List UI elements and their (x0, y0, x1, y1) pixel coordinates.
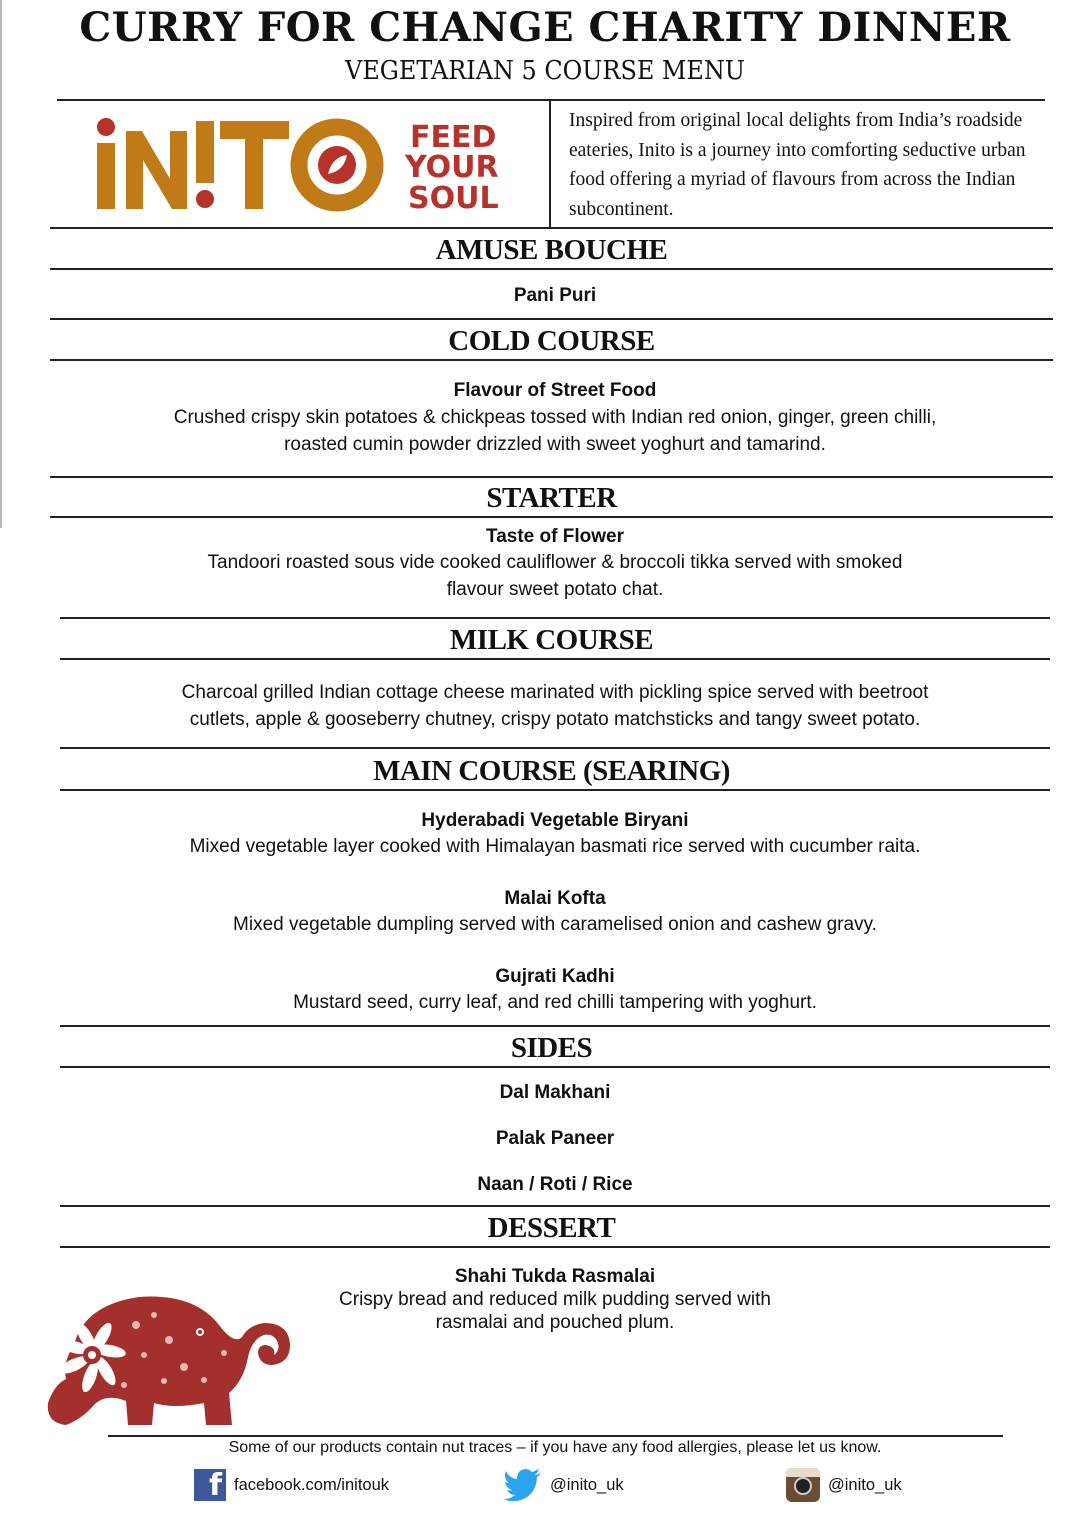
description-line: Tandoori roasted sous vide cooked cauliflower & broccoli tikka served with smoked (207, 552, 903, 573)
elephant-illustration (44, 1285, 294, 1435)
divider (50, 318, 1053, 320)
divider (60, 1205, 1050, 1207)
divider (60, 658, 1050, 660)
divider (60, 617, 1050, 619)
description-line: Crushed crispy skin potatoes & chickpeas tossed with Indian red onion, ginger, green chilli, (173, 407, 937, 428)
menu-item-description: Mixed vegetable dumpling served with caramelised onion and cashew gravy. (233, 914, 877, 935)
facebook-icon: f (194, 1469, 226, 1501)
tagline-line-3: SOUL (408, 181, 499, 216)
instagram-handle: @inito_uk (828, 1475, 902, 1494)
divider (108, 1435, 1003, 1437)
tagline-line-1: FEED (410, 120, 497, 155)
menu-item-name: Flavour of Street Food (453, 380, 657, 401)
facebook-handle: facebook.com/initouk (234, 1475, 390, 1494)
description-line: Charcoal grilled Indian cottage cheese marinated with pickling spice served with beetroot (181, 682, 929, 703)
instagram-icon (786, 1468, 820, 1502)
twitter-link[interactable] (504, 1468, 624, 1502)
menu-item-description (0, 404, 1090, 458)
section-heading-dessert: DESSERT (487, 1212, 616, 1244)
divider (50, 359, 1053, 361)
menu-item-name: Naan / Roti / Rice (477, 1174, 633, 1195)
section-heading-sides: SIDES (510, 1032, 593, 1064)
divider (60, 1066, 1050, 1068)
menu-item-name: Malai Kofta (504, 888, 606, 909)
allergy-note: Some of our products contain nut traces – if you have any food allergies, please let us know. (228, 1439, 882, 1456)
divider (50, 227, 1053, 229)
section-heading-cold-course: COLD COURSE (448, 325, 655, 357)
divider (50, 268, 1053, 270)
description-line: flavour sweet potato chat. (446, 579, 664, 600)
divider (60, 1025, 1050, 1027)
page-title: CURRY FOR CHANGE CHARITY DINNER (79, 4, 1011, 51)
menu-item-description (0, 549, 1090, 603)
divider (50, 516, 1053, 518)
logo-graphic (92, 113, 522, 218)
description-line: Crispy bread and reduced milk pudding served with (339, 1289, 771, 1310)
menu-item-name: Palak Paneer (495, 1128, 615, 1149)
menu-item-name: Taste of Flower (486, 526, 624, 547)
twitter-handle: @inito_uk (550, 1475, 624, 1494)
tagline-line-2: YOUR (405, 150, 499, 185)
menu-item-name: Pani Puri (513, 285, 597, 306)
divider (60, 747, 1050, 749)
menu-item-name: Hyderabadi Vegetable Biryani (421, 810, 689, 831)
section-heading-main-course: MAIN COURSE (SEARING) (373, 755, 730, 787)
description-line: cutlets, apple & gooseberry chutney, crispy potato matchsticks and tangy sweet potato. (189, 709, 921, 730)
divider (57, 99, 1045, 101)
facebook-link[interactable] (194, 1468, 389, 1502)
menu-item-description (0, 679, 1090, 733)
divider-vertical (549, 100, 551, 227)
description-line: roasted cumin powder drizzled with sweet yoghurt and tamarind. (284, 434, 826, 455)
instagram-link[interactable] (786, 1468, 902, 1502)
twitter-icon (504, 1469, 542, 1501)
menu-item-name: Shahi Tukda Rasmalai (454, 1266, 656, 1287)
inito-logo (92, 113, 522, 218)
section-heading-milk-course: MILK COURSE (449, 624, 654, 656)
section-heading-starter: STARTER (486, 482, 617, 514)
divider (60, 1246, 1050, 1248)
section-heading-amuse-bouche: AMUSE BOUCHE (435, 234, 668, 266)
menu-item-name: Dal Makhani (499, 1082, 611, 1103)
intro-text: Inspired from original local delights from India’s roadside eateries, Inito is a journey into comforting seductive urban food offering a myriad of flavours from across the Indian subcontinent. (569, 110, 1026, 220)
page-subtitle: VEGETARIAN 5 COURSE MENU (345, 56, 745, 86)
description-line: rasmalai and pouched plum. (435, 1312, 675, 1333)
divider (60, 789, 1050, 791)
divider (50, 476, 1053, 478)
menu-item-description: Mustard seed, curry leaf, and red chilli tampering with yoghurt. (293, 992, 817, 1013)
menu-item-name: Gujrati Kadhi (495, 966, 615, 987)
menu-item-description: Mixed vegetable layer cooked with Himalayan basmati rice served with cucumber raita. (189, 836, 921, 857)
